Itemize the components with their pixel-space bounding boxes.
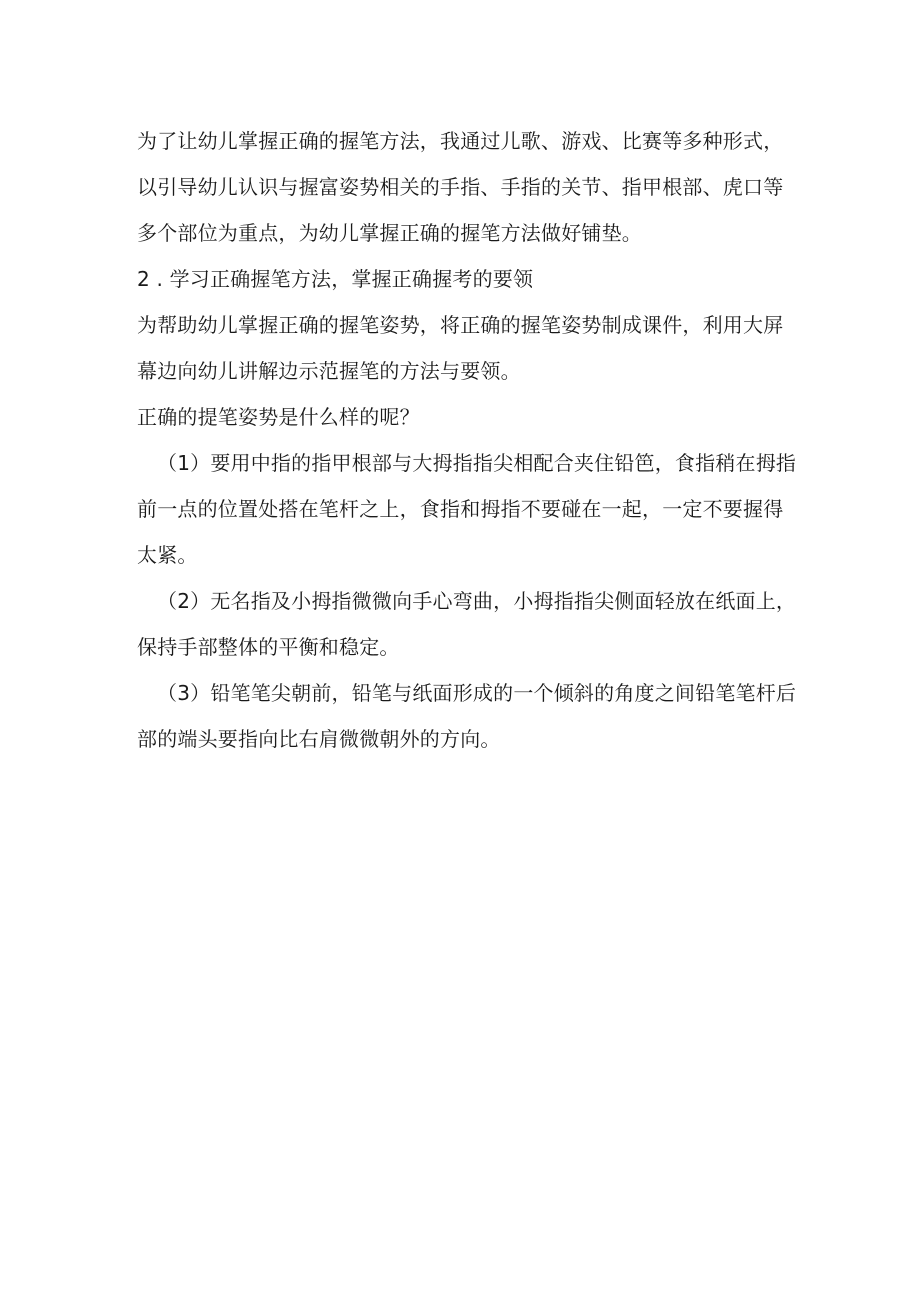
paragraph-question [137, 394, 787, 440]
list-item-1 [137, 440, 797, 578]
text-line: 2 . 学习正确握笔方法，掌握正确握考的要领 [137, 267, 534, 291]
list-item-3 [137, 670, 797, 762]
paragraph-intro [137, 118, 787, 256]
text-line: （1）要用中指的指甲根部与大拇指指尖相配合夹住铅笆，食指稍在拇指 [157, 451, 797, 475]
text-line: 太紧。 [137, 543, 198, 567]
text-line: 部的端头要指向比右肩微微朝外的方向。 [137, 727, 501, 751]
text-line: 多个部位为重点，为幼儿掌握正确的握笔方法做好铺垫。 [137, 221, 642, 245]
section-heading [137, 256, 787, 302]
text-line: 以引导幼儿认识与握富姿势相关的手指、手指的关节、指甲根部、虎口等 [137, 175, 784, 199]
text-line: （3）铅笔笔尖朝前，铅笔与纸面形成的一个倾斜的角度之间铅笔笔杆后 [157, 681, 797, 705]
text-line: 保持手部整体的平衡和稳定。 [137, 635, 400, 659]
document-body [137, 118, 797, 762]
text-line: 前一点的位置处搭在笔杆之上，食指和拇指不要碰在一起，一定不要握得 [137, 497, 784, 521]
text-line: 正确的提笔姿势是什么样的呢？ [137, 405, 420, 429]
text-line: 为帮助幼儿掌握正确的握笔姿势，将正确的握笔姿势制成课件，利用大屏 [137, 313, 784, 337]
text-line: 幕边向幼儿讲解边示范握笔的方法与要领。 [137, 359, 521, 383]
text-line: 为了让幼儿掌握正确的握笔方法，我通过儿歌、游戏、比赛等多种形式， [137, 129, 784, 153]
text-line: （2）无名指及小拇指微微向手心弯曲，小拇指指尖侧面轻放在纸面上， [157, 589, 797, 613]
paragraph-courseware [137, 302, 787, 394]
list-item-2 [137, 578, 797, 670]
